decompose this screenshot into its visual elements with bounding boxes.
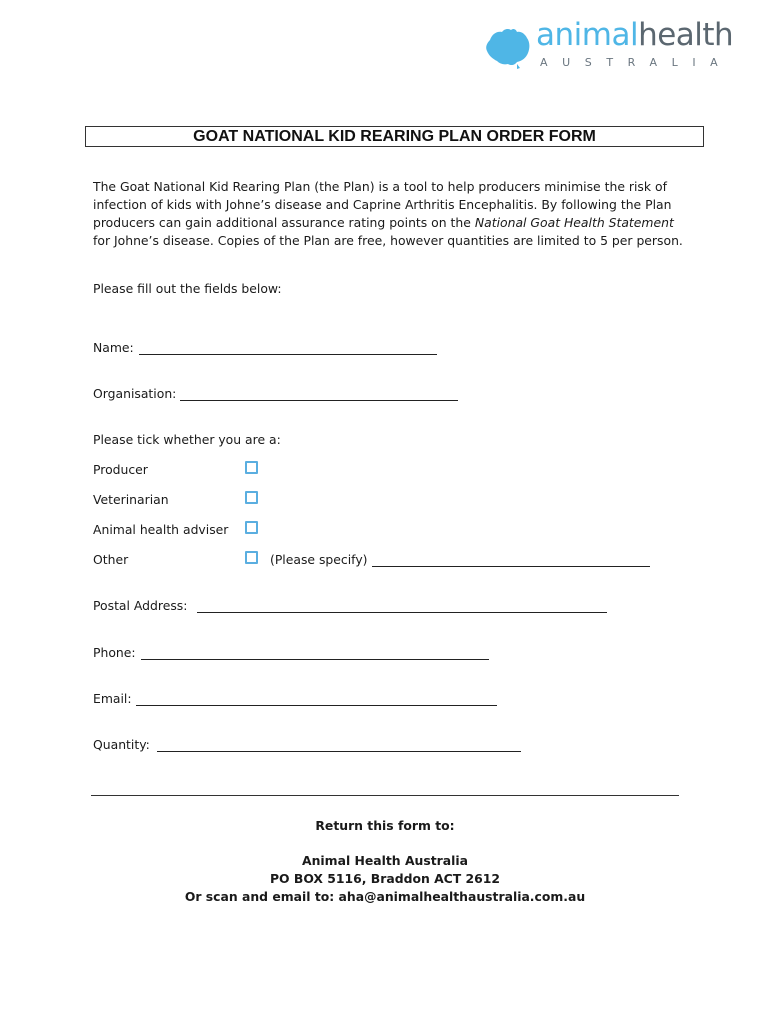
- other-checkbox[interactable]: [245, 551, 258, 564]
- intro-text-2: for Johne’s disease. Copies of the Plan are free, however quantities are limited to 5 per person.: [93, 233, 683, 248]
- intro-text-1: The Goat National Kid Rearing Plan (the Plan) is a tool to help producers minimise the risk of infection of kids with Johne’s disease and Caprine Arthritis Encephalitis. By following the Plan producers can gain additional assurance rating points on the: [93, 179, 672, 230]
- producer-label: Producer: [93, 462, 148, 477]
- email-line[interactable]: [136, 705, 497, 706]
- australia-map-icon: [484, 26, 532, 70]
- veterinarian-checkbox[interactable]: [245, 491, 258, 504]
- logo-subtitle: AUSTRALIA: [540, 56, 733, 69]
- footer-email: Or scan and email to: aha@animalhealthaustralia.com.au: [184, 889, 586, 904]
- animal-health-australia-logo: [484, 17, 734, 74]
- logo-wordmark: [536, 17, 734, 53]
- phone-line[interactable]: [141, 659, 489, 660]
- form-title: GOAT NATIONAL KID REARING PLAN ORDER FORM: [85, 126, 704, 147]
- quantity-line[interactable]: [157, 751, 521, 752]
- organisation-label: Organisation:: [93, 386, 177, 401]
- logo-word-animal: animal: [536, 17, 639, 53]
- organisation-line[interactable]: [180, 400, 458, 401]
- adviser-checkbox[interactable]: [245, 521, 258, 534]
- veterinarian-label: Veterinarian: [93, 492, 169, 507]
- intro-italic: National Goat Health Statement: [474, 215, 674, 230]
- name-label: Name:: [93, 340, 134, 355]
- email-label: Email:: [93, 691, 132, 706]
- phone-label: Phone:: [93, 645, 136, 660]
- postal-label: Postal Address:: [93, 598, 188, 613]
- footer-address: PO BOX 5116, Braddon ACT 2612: [269, 871, 501, 886]
- tick-prompt: Please tick whether you are a:: [93, 432, 281, 447]
- intro-paragraph: [93, 178, 683, 250]
- other-label: Other: [93, 552, 129, 567]
- return-heading: Return this form to:: [315, 818, 455, 833]
- specify-line[interactable]: [372, 566, 650, 567]
- footer-divider: [91, 795, 679, 796]
- postal-line[interactable]: [197, 612, 607, 613]
- footer-organisation: Animal Health Australia: [302, 853, 468, 868]
- logo-word-health: health: [638, 17, 734, 53]
- producer-checkbox[interactable]: [245, 461, 258, 474]
- instruction-text: Please fill out the fields below:: [93, 281, 282, 296]
- quantity-label: Quantity:: [93, 737, 150, 752]
- specify-label: (Please specify): [270, 552, 368, 567]
- name-line[interactable]: [139, 354, 437, 355]
- adviser-label: Animal health adviser: [93, 522, 229, 537]
